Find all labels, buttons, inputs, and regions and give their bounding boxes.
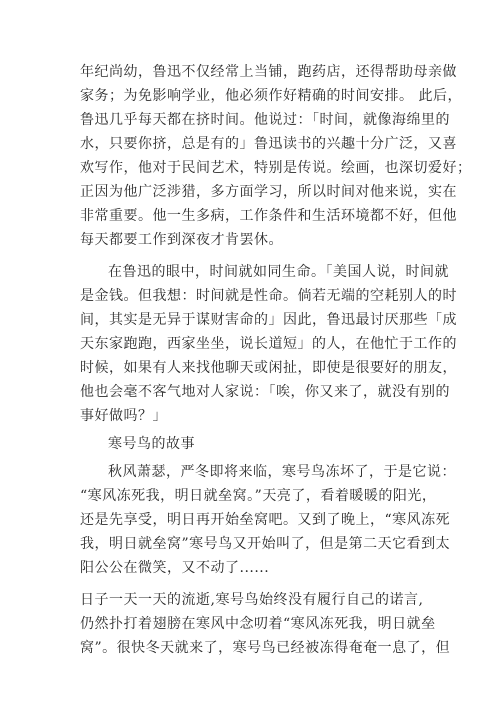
paragraph-line: 非常重要。他一生多病，工作条件和生活环境都不好，但他	[80, 208, 457, 224]
paragraph-line: 我，明日就垒窝”寒号鸟又开始叫了，但是第二天它看到太	[80, 536, 451, 552]
paragraph-line: 日子一天一天的流逝,寒号鸟始终没有履行自己的诺言,	[80, 592, 424, 608]
paragraph-line: 事好做吗？」	[80, 408, 167, 424]
paragraph-line: 鲁迅几乎每天都在挤时间。他说过：「时间，就像海绵里的	[80, 112, 450, 128]
paragraph-line: 正因为他广泛涉猎，多方面学习，所以时间对他来说，实在	[80, 184, 457, 200]
paragraph-line: 间，其实是无异于谋财害命的」因此，鲁迅最讨厌那些「成	[80, 312, 457, 328]
paragraph-line: 还是先享受，明日再开始垒窝吧。又到了晚上，“寒风冻死	[80, 512, 451, 528]
paragraph-line: 窝”。很快冬天就来了，寒号鸟已经被冻得奄奄一息了，但	[80, 640, 451, 656]
section-heading: 寒号鸟的故事	[108, 436, 195, 452]
paragraph-line: 秋风萧瑟，严冬即将来临，寒号鸟冻坏了，于是它说：	[108, 464, 456, 480]
paragraph-line: “寒风冻死我，明日就垒窝。”天亮了，看着暖暖的阳光，	[80, 488, 437, 504]
paragraph-line: 水，只要你挤，总是有的」鲁迅读书的兴趣十分广泛，又喜	[80, 136, 457, 152]
paragraph-line: 天东家跑跑，西家坐坐，说长道短」的人，在他忙于工作的	[80, 336, 457, 352]
paragraph-line: 是金钱。但我想：时间就是性命。倘若无端的空耗别人的时	[80, 288, 457, 304]
paragraph-line: 仍然扑打着翅膀在寒风中念叨着“寒风冻死我，明日就垒	[80, 616, 436, 632]
paragraph-line: 阳公公在微笑，又不动了......	[80, 560, 270, 576]
paragraph-line: 家务；为免影响学业，他必须作好精确的时间安排。 此后，	[80, 88, 462, 104]
paragraph-line: 欢写作，他对于民间艺术，特别是传说。绘画，也深切爱好；	[80, 160, 472, 176]
paragraph-line: 时候，如果有人来找他聊天或闲扯，即使是很要好的朋友，	[80, 360, 457, 376]
paragraph-line: 在鲁迅的眼中，时间就如同生命。「美国人说，时间就	[108, 264, 449, 280]
paragraph-line: 年纪尚幼，鲁迅不仅经常上当铺，跑药店，还得帮助母亲做	[80, 64, 457, 80]
paragraph-line: 他也会毫不客气地对人家说：「唉，你又来了，就没有别的	[80, 384, 450, 400]
document-body	[80, 60, 472, 700]
paragraph-line: 每天都要工作到深夜才肯罢休。	[80, 232, 283, 248]
